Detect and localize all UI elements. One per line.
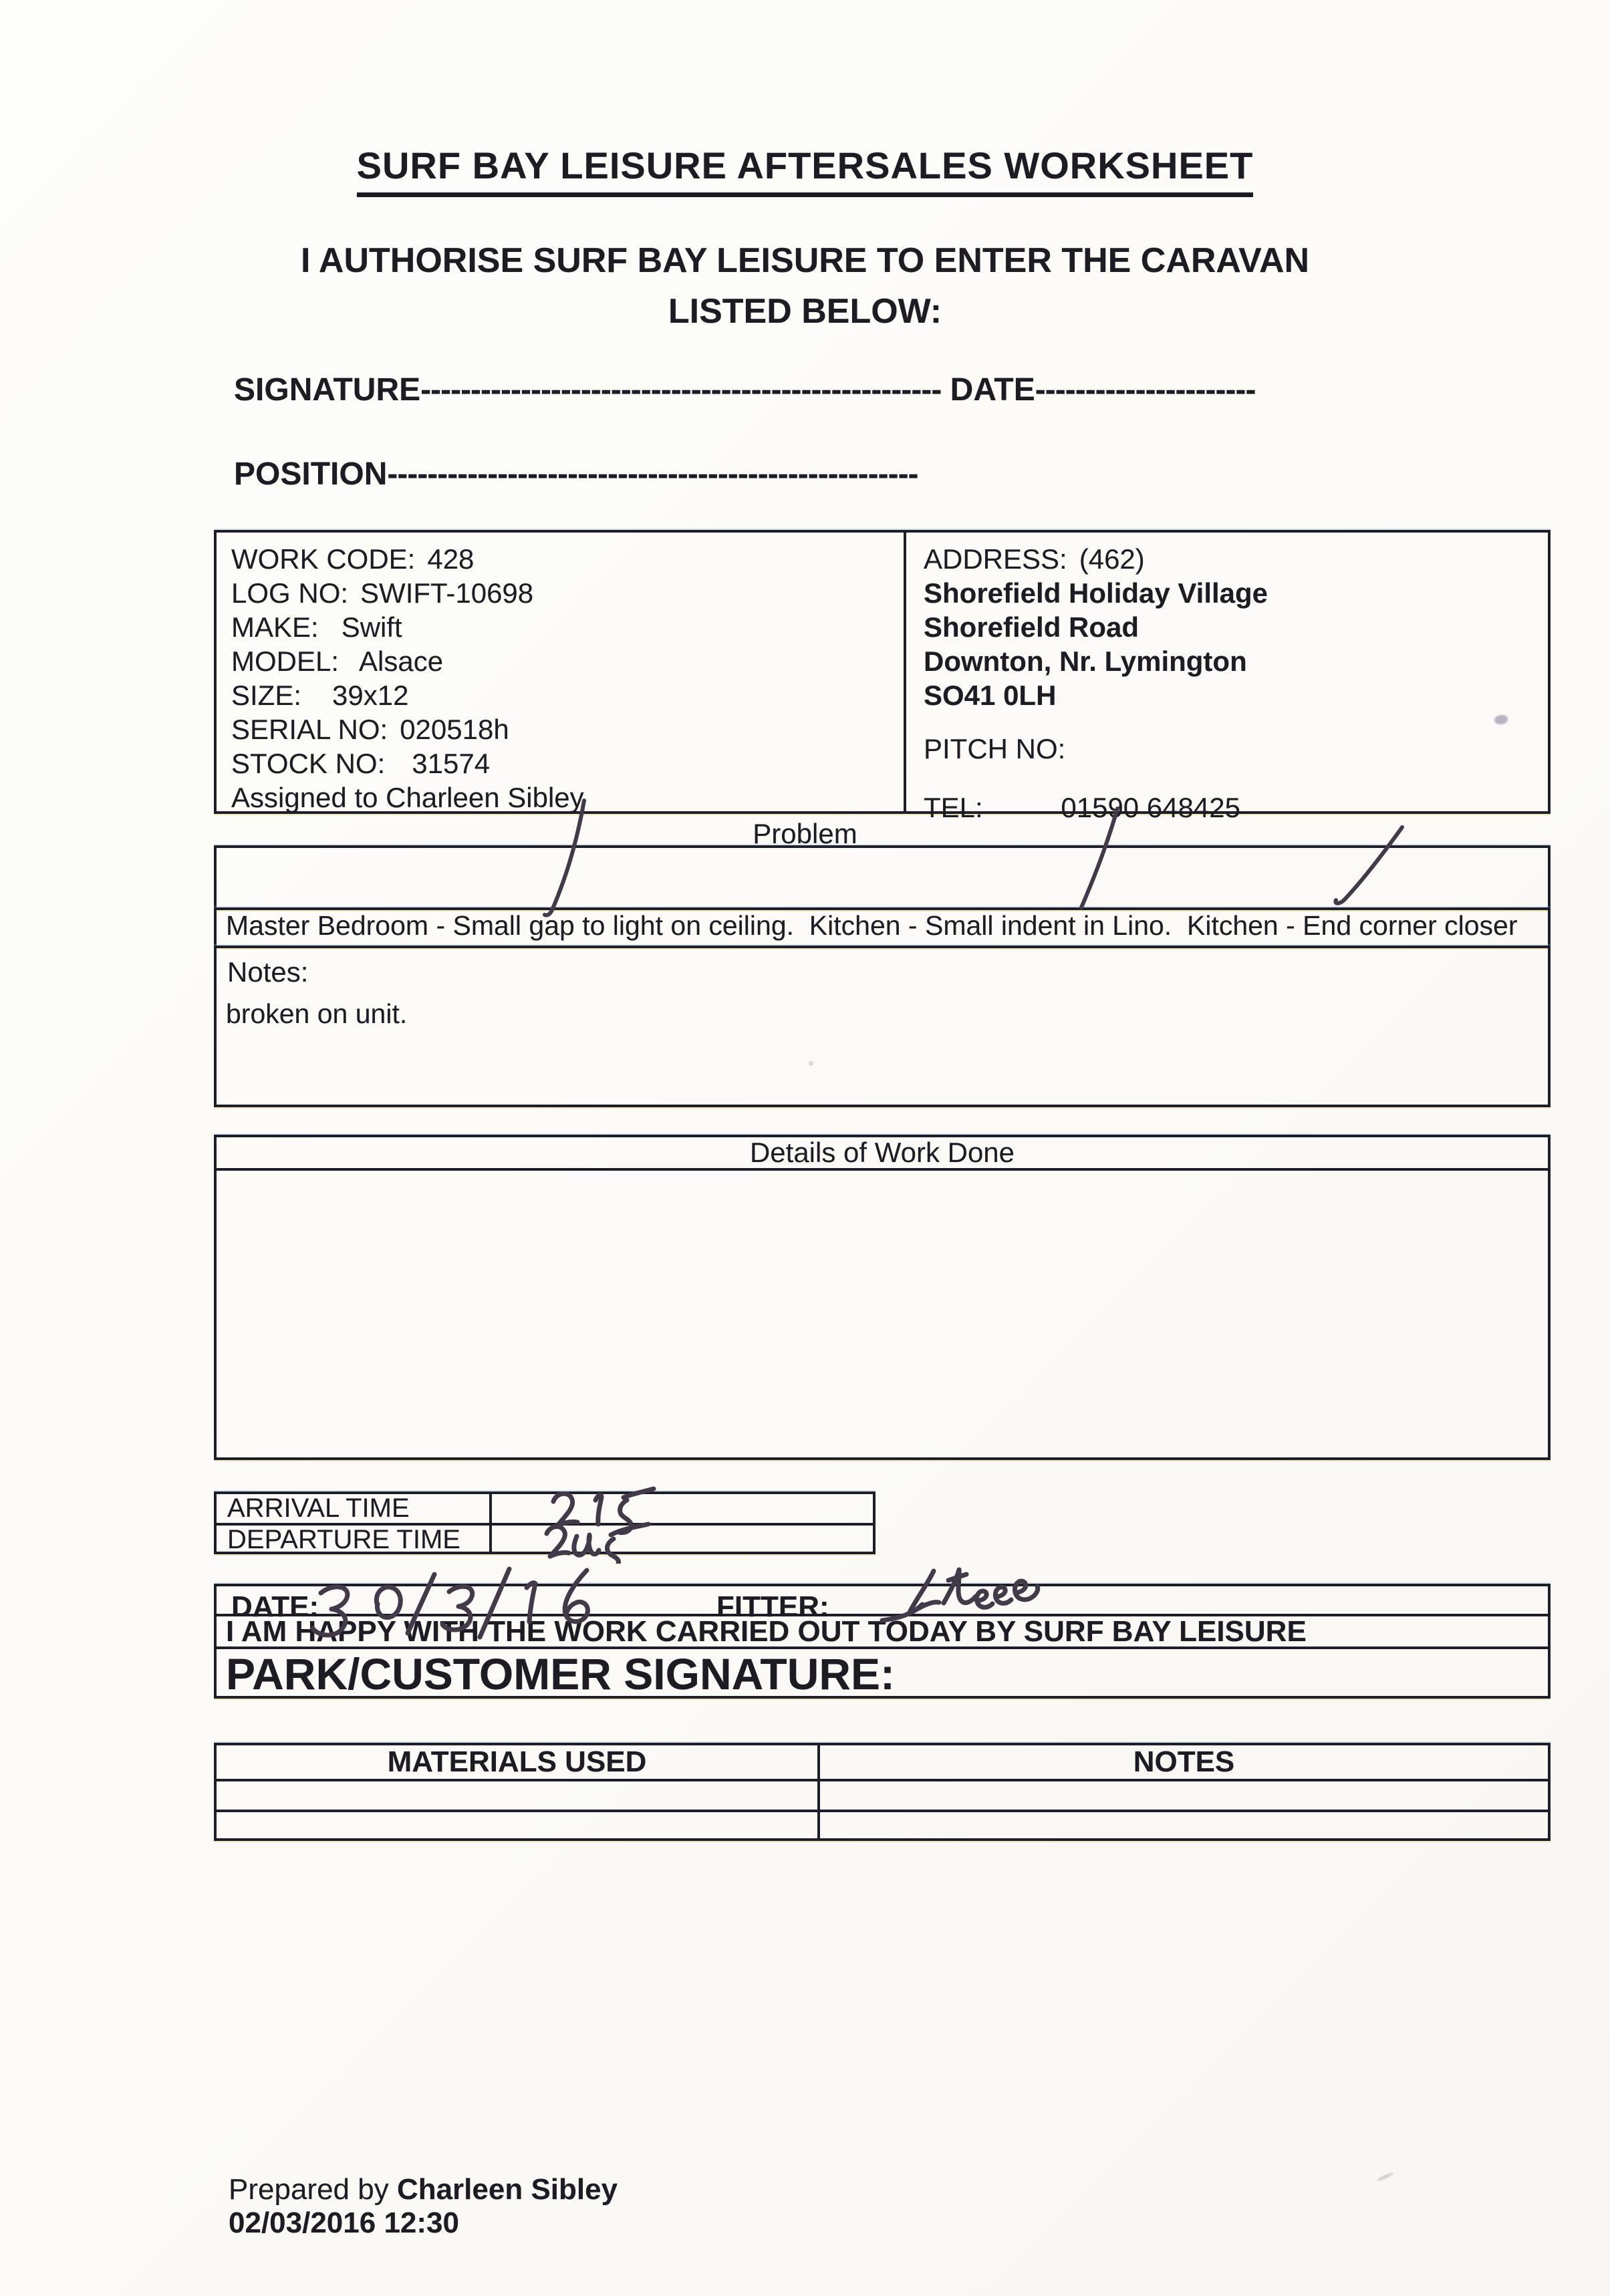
make-label: MAKE:	[231, 611, 319, 643]
times-handwriting	[468, 1480, 682, 1564]
size-row	[231, 678, 904, 712]
log-no-value: SWIFT-10698	[360, 577, 534, 609]
work-done-header: Details of Work Done	[217, 1137, 1548, 1171]
title-row	[0, 144, 1610, 197]
log-no-label: LOG NO:	[231, 577, 349, 609]
happy-statement: I AM HAPPY WITH THE WORK CARRIED OUT TODAY BY SURF BAY LEISURE	[217, 1616, 1548, 1649]
stock-no-row	[231, 746, 904, 780]
materials-used-header: MATERIALS USED	[217, 1745, 820, 1779]
date-fill-dashes: ----------------------	[1035, 372, 1256, 408]
signoff-date-label: DATE:	[231, 1590, 319, 1623]
notes-box	[214, 946, 1551, 1107]
tel-value: 01590 648425	[1061, 792, 1240, 823]
signature-label: SIGNATURE	[234, 372, 421, 408]
address-postcode: SO41 0LH	[924, 680, 1057, 711]
notes-label: Notes:	[227, 956, 309, 988]
fitter-label: FITTER:	[716, 1590, 829, 1623]
size-value: 39x12	[332, 680, 409, 711]
work-code-value: 428	[427, 543, 475, 575]
date-label: DATE	[950, 372, 1035, 408]
prepared-by-prefix: Prepared by	[229, 2173, 397, 2206]
position-line	[234, 456, 918, 492]
size-label: SIZE:	[231, 680, 302, 711]
address-line3: Downton, Nr. Lymington	[924, 645, 1247, 677]
materials-row-1	[217, 1781, 1548, 1812]
materials-row2-materials-cell	[217, 1812, 820, 1841]
materials-row1-materials-cell	[217, 1781, 820, 1810]
caravan-info-box	[214, 530, 1551, 823]
arrival-time-label: ARRIVAL TIME	[217, 1494, 492, 1523]
date-handwriting	[294, 1564, 668, 1647]
position-fill-dashes: -----------------------------------------------------	[387, 456, 918, 492]
log-no-row	[231, 576, 904, 610]
stock-no-value: 31574	[412, 748, 491, 779]
work-code-row	[231, 542, 904, 576]
address-row	[924, 542, 1548, 576]
authorisation-line1: I AUTHORISE SURF BAY LEISURE TO ENTER THE CARAVAN	[300, 241, 1310, 280]
serial-no-row	[231, 712, 904, 746]
departure-time-label: DEPARTURE TIME	[217, 1526, 492, 1554]
address-column	[904, 533, 1548, 823]
problem-check-slashes-handwriting	[501, 788, 1450, 929]
position-label: POSITION	[234, 456, 388, 492]
materials-row2-notes-cell	[820, 1812, 1548, 1841]
problem-text-line1: Master Bedroom - Small gap to light on ceiling. Kitchen - Small indent in Lino. Kitchen - End corner closer	[226, 910, 1518, 941]
make-row	[231, 610, 904, 644]
tel-label: TEL:	[924, 792, 983, 823]
assigned-to-row: Assigned to Charleen Sibley	[231, 782, 584, 813]
signature-fill-dashes: ----------------------------------------------------	[420, 372, 942, 408]
prepared-by-name: Charleen Sibley	[396, 2173, 618, 2206]
departure-time-handwriting	[547, 1524, 648, 1564]
model-value: Alsace	[359, 645, 444, 677]
footer-timestamp: 02/03/2016 12:30	[229, 2206, 459, 2239]
materials-table	[214, 1743, 1551, 1841]
caravan-details-column	[217, 533, 904, 811]
page-title: SURF BAY LEISURE AFTERSALES WORKSHEET	[357, 144, 1254, 197]
prepared-by-line	[229, 2173, 618, 2206]
address-label: ADDRESS:	[924, 543, 1067, 575]
model-label: MODEL:	[231, 645, 340, 677]
serial-no-label: SERIAL NO:	[231, 714, 388, 745]
fitter-signature-handwriting	[869, 1560, 1076, 1634]
serial-no-value: 020518h	[400, 714, 509, 745]
materials-row1-notes-cell	[820, 1781, 1548, 1810]
address-line2: Shorefield Road	[924, 611, 1139, 643]
materials-notes-header: NOTES	[1133, 1745, 1235, 1778]
problem-header: Problem	[753, 818, 857, 849]
park-customer-signature-label: PARK/CUSTOMER SIGNATURE:	[226, 1649, 896, 1699]
address-number: (462)	[1079, 543, 1145, 575]
authorisation-line2: LISTED BELOW:	[668, 292, 942, 331]
signature-date-line	[234, 372, 1255, 408]
pitch-no-label: PITCH NO:	[924, 733, 1066, 764]
authorisation-statement	[0, 235, 1610, 337]
footer	[229, 2173, 618, 2240]
materials-header-row	[217, 1745, 1548, 1781]
materials-row-2	[217, 1812, 1548, 1841]
work-code-label: WORK CODE:	[231, 543, 416, 575]
scan-speck-artifact	[809, 1061, 813, 1066]
make-value: Swift	[341, 611, 402, 643]
problem-text-line2: broken on unit.	[226, 998, 408, 1029]
address-line1: Shorefield Holiday Village	[924, 577, 1268, 609]
scan-speck-artifact	[1377, 2172, 1394, 2182]
model-row	[231, 644, 904, 678]
stock-no-label: STOCK NO:	[231, 748, 386, 779]
work-done-box	[214, 1135, 1551, 1460]
